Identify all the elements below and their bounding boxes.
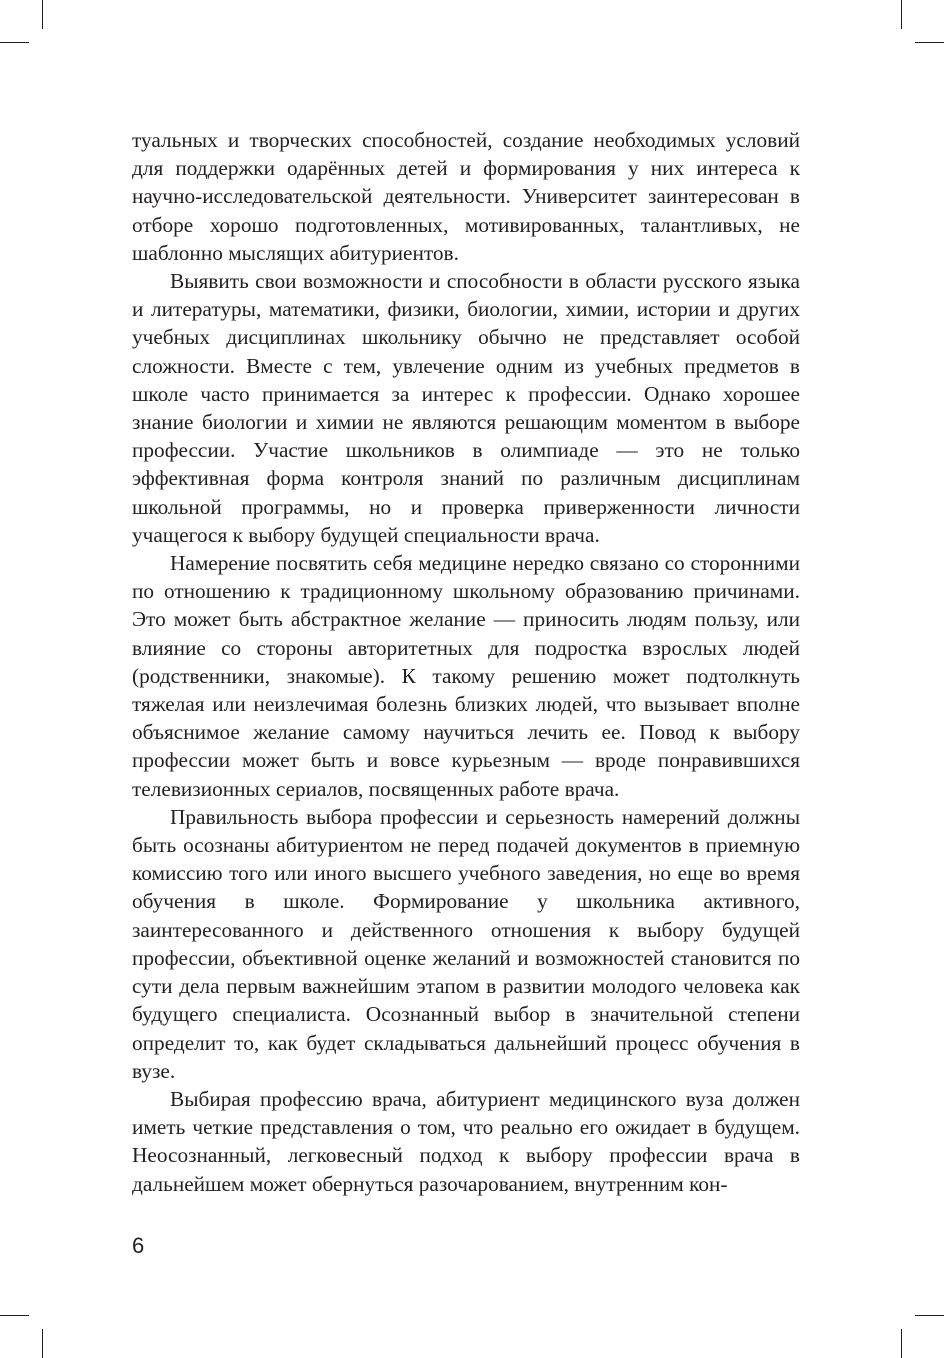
crop-mark-top-left-vertical	[42, 0, 43, 29]
paragraph: Правильность выбора профессии и серьезность намерений должны быть осознаны абитуриентом не перед подачей документов в приемную комиссию того или иного высшего учебного заведения, но еще во время обучения в школе. Формирование у школьника активного, заинтересованного и действенного отношения к выбору будущей профессии, объективной оценке желаний и возможностей становится по сути дела первым важнейшим этапом в развитии молодого человека как будущего специалиста. Осознанный выбор в значительной степени определит то, как будет складываться дальнейший процесс обучения в вузе.	[132, 804, 800, 1083]
crop-mark-bottom-right-vertical	[901, 1329, 902, 1358]
crop-mark-bottom-left-horizontal	[0, 1315, 29, 1316]
paragraph-continued: туальных и творческих способностей, создание необходимых условий для поддержки одарённых детей и формирования у них интереса к научно-исследовательской деятельности. Университет заинтересован в отборе хорошо подготовленных, мотивированных, талантливых, не шаблонно мыслящих абитуриентов.	[132, 128, 800, 265]
paragraph: Выявить свои возможности и способности в области русского языка и литературы, математики, физики, биологии, химии, истории и других учебных дисциплинах школьнику обычно не представляет особой сложности. Вместе с тем, увлечение одним из учебных предметов в школе часто принимается за интерес к профессии. Однако хорошее знание биологии и химии не являются решающим моментом в выборе профессии. Участие школьников в олимпиаде — это не только эффективная форма контроля знаний по различным дисциплинам школьной программы, но и проверка приверженности личности учащегося к выбору будущей специальности врача.	[132, 269, 800, 547]
crop-mark-top-right-horizontal	[915, 42, 944, 43]
crop-mark-top-left-horizontal	[0, 42, 29, 43]
paragraph: Выбирая профессию врача, абитуриент медицинского вуза должен иметь четкие представления о том, что реально его ожидает в будущем. Неосознанный, легковесный подход к выбору профессии врача в дальнейшем может обернуться разочарованием, внутренним кон-	[132, 1086, 800, 1196]
page-number: 6	[132, 1233, 145, 1258]
crop-mark-bottom-left-vertical	[42, 1329, 43, 1358]
body-text	[132, 126, 800, 1198]
paragraph: Намерение посвятить себя медицине нередко связано со сторонними по отношению к традиционному школьному образованию причинами. Это может быть абстрактное желание — приносить людям пользу, или влияние со стороны авторитетных для подростка взрослых людей (родственники, знакомые). К такому решению может подтолкнуть тяжелая или неизлечимая болезнь близких людей, что вызывает вполне объяснимое желание самому научиться лечить ее. Повод к выбору профессии может быть и вовсе курьезным — вроде понравившихся телевизионных сериалов, посвященных работе врача.	[132, 551, 800, 801]
crop-mark-top-right-vertical	[901, 0, 902, 29]
crop-mark-bottom-right-horizontal	[915, 1315, 944, 1316]
